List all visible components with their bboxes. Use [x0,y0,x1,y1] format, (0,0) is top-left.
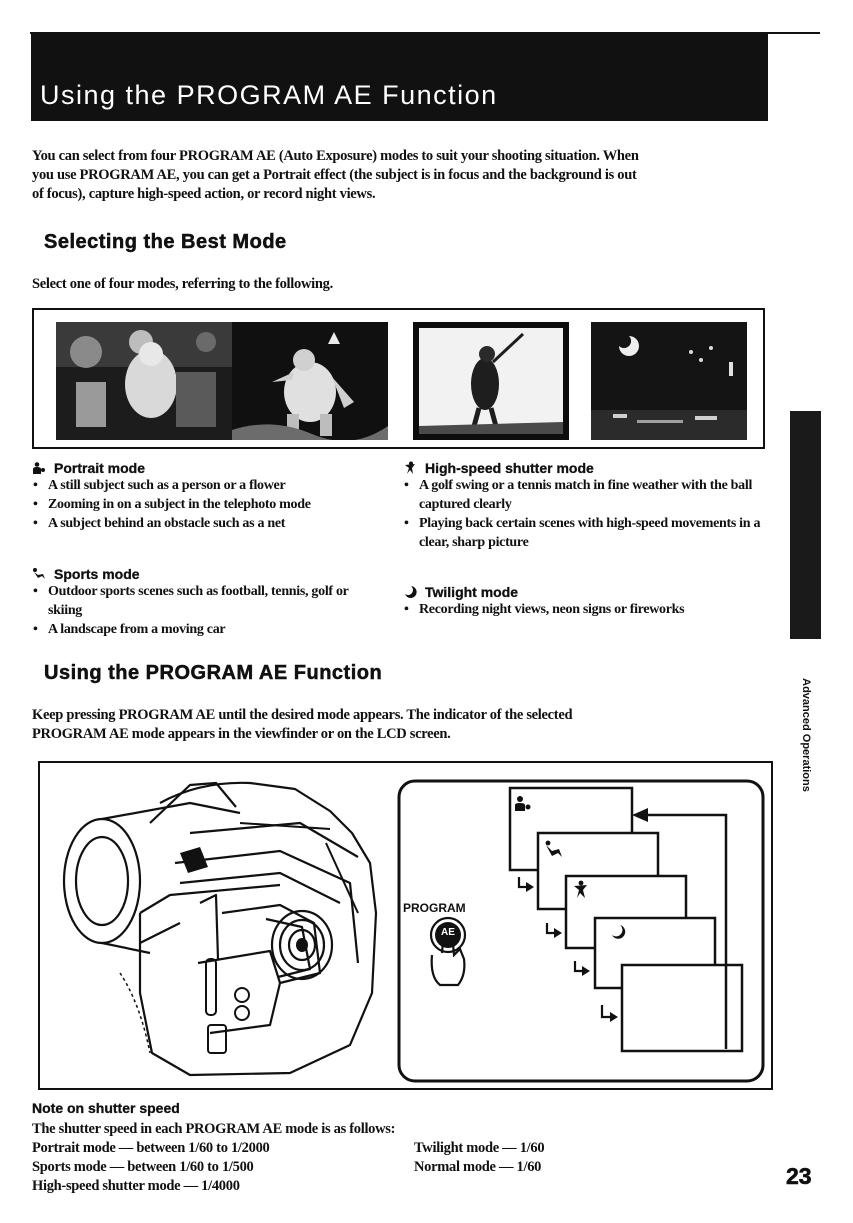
note-left-column [32,1139,269,1196]
twilight-mode-block [403,584,773,619]
sports-mode-block [32,566,377,639]
sports-photo-image [232,322,388,440]
list-item: • Recording night views, neon signs or fireworks [403,600,773,619]
section-heading-selecting: Selecting the Best Mode [44,231,287,253]
section2-line: Keep pressing PROGRAM AE until the desired mode appears. The indicator of the selected [32,707,573,723]
note-row: Twilight mode — 1/60 [414,1140,545,1156]
high-speed-photo-image [413,322,569,440]
high-speed-mode-title: High-speed shutter mode [425,460,594,476]
note-row: High-speed shutter mode — 1/4000 [32,1178,240,1194]
camera-diagram-frame [38,761,773,1090]
twilight-mode-list [403,600,773,619]
portrait-mode-icon [32,461,46,475]
list-item: • A golf swing or a tennis match in fine weather with the ball captured clearly [403,476,773,514]
list-item: • A still subject such as a person or a flower [32,476,397,495]
twilight-photo [591,322,747,440]
section-subtext: Select one of four modes, referring to the following. [32,276,333,292]
note-row: Normal mode — 1/60 [414,1159,542,1175]
note-row: Portrait mode — between 1/60 to 1/2000 [32,1140,270,1156]
section2-paragraph [32,706,772,744]
page-title: Using the PROGRAM AE Function [40,80,498,110]
note-intro: The shutter speed in each PROGRAM AE mode is as follows: [32,1121,396,1137]
section2-line: PROGRAM AE mode appears in the viewfinder or on the LCD screen. [32,726,451,742]
program-button-label: PROGRAM [403,901,466,915]
portrait-mode-list [32,476,397,533]
sports-mode-icon [32,567,46,581]
high-speed-mode-list [403,476,773,552]
note-heading: Note on shutter speed [32,1100,180,1116]
twilight-mode-heading [403,584,773,600]
sports-mode-title: Sports mode [54,566,140,582]
ae-button-text: AE [441,927,455,938]
list-item: • Playing back certain scenes with high-speed movements in a clear, sharp picture [403,514,773,552]
intro-line: of focus), capture high-speed action, or record night views. [32,186,376,202]
page-number: 23 [786,1163,812,1189]
portrait-photo [56,322,236,440]
side-tab [790,411,821,639]
note-right-column [414,1139,544,1177]
intro-line: You can select from four PROGRAM AE (Auto Exposure) modes to suit your shooting situation. When [32,148,639,164]
list-item: • Zooming in on a subject in the telephoto mode [32,495,397,514]
high-speed-mode-block [403,460,773,552]
sports-mode-list [32,582,377,639]
list-item: • A subject behind an obstacle such as a net [32,514,397,533]
portrait-mode-block [32,460,397,533]
high-speed-mode-heading [403,460,773,476]
side-tab-label: Advanced Operations [800,678,812,792]
note-row: Sports mode — between 1/60 to 1/500 [32,1159,254,1175]
high-speed-shutter-icon [403,461,417,475]
portrait-photo-image [56,322,236,440]
intro-line: you use PROGRAM AE, you can get a Portrait effect (the subject is in focus and the background is out [32,167,637,183]
sports-mode-heading [32,566,377,582]
intro-paragraph [32,147,772,204]
sports-photo [232,322,388,440]
twilight-photo-image [591,322,747,440]
high-speed-photo [413,322,569,440]
portrait-mode-title: Portrait mode [54,460,146,476]
twilight-mode-title: Twilight mode [425,584,519,600]
mode-photo-frame [32,308,765,449]
camcorder-illustration [40,763,771,1088]
section-heading-using: Using the PROGRAM AE Function [44,662,383,684]
list-item: • Outdoor sports scenes such as football, tennis, golf or skiing [32,582,377,620]
portrait-mode-heading [32,460,397,476]
twilight-mode-icon [403,585,417,599]
list-item: • A landscape from a moving car [32,620,377,639]
